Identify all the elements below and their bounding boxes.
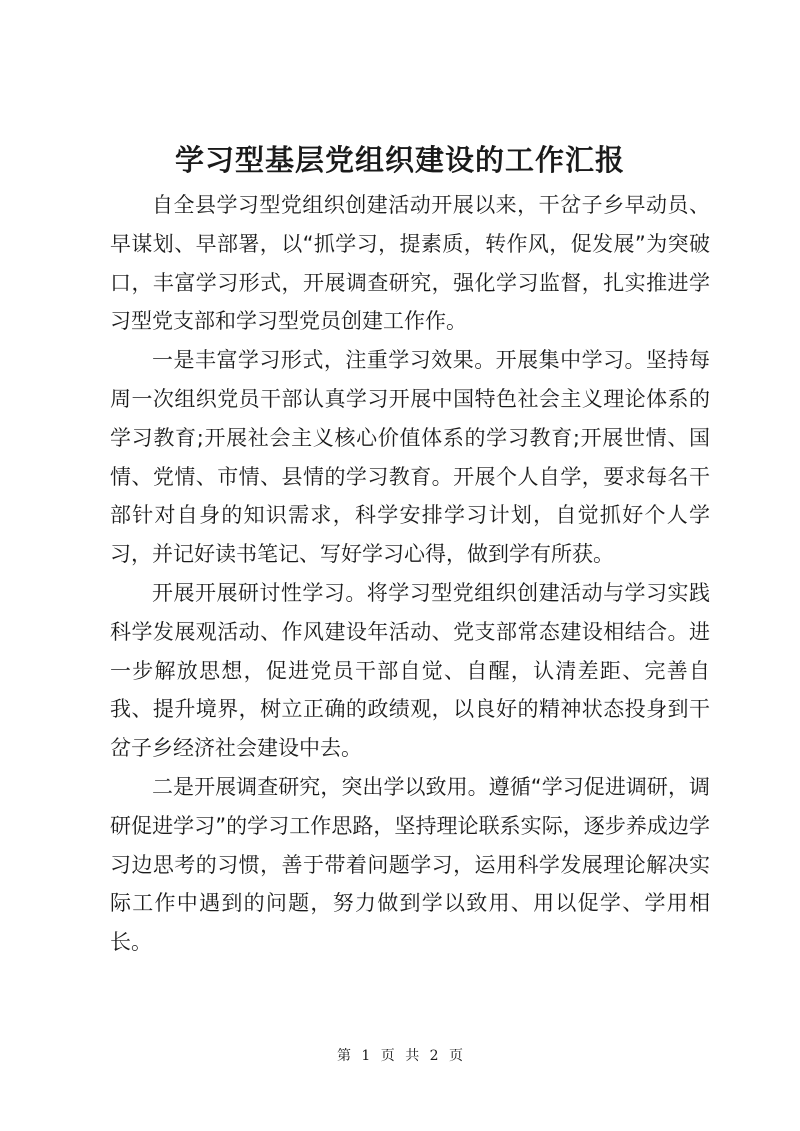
paragraph-seminar-study: 开展开展研讨性学习。将学习型党组织创建活动与学习实践科学发展观活动、作风建设年活动、党支部常态建设相结合。进一步解放思想，促进党员干部自觉、自醒，认清差距、完善自我、提升境界，树立正确的政绩观，以良好的精神状态投身到干岔子乡经济社会建设中去。 xyxy=(110,580,710,761)
document-body xyxy=(110,186,710,962)
page-footer: 第 1 页 共 2 页 xyxy=(336,1048,464,1064)
paragraph-intro: 自全县学习型党组织创建活动开展以来，干岔子乡早动员、早谋划、早部署，以“抓学习，提素质，转作风，促发展”为突破口，丰富学习形式，开展调查研究，强化学习监督，扎实推进学习型党支部和学习型党员创建工作作。 xyxy=(110,193,710,334)
paragraph-research: 二是开展调查研究，突出学以致用。遵循“学习促进调研，调研促进学习”的学习工作思路，坚持理论联系实际，逐步养成边学习边思考的习惯，善于带着问题学习，运用科学发展理论解决实际工作中遇到的问题，努力做到学以致用、用以促学、学用相长。 xyxy=(110,774,710,955)
document-title: 学习型基层党组织建设的工作汇报 xyxy=(174,143,625,177)
paragraph-study-forms: 一是丰富学习形式，注重学习效果。开展集中学习。坚持每周一次组织党员干部认真学习开展中国特色社会主义理论体系的学习教育;开展社会主义核心价值体系的学习教育;开展世情、国情、党情、市情、县情的学习教育。开展个人自学，要求每名干部针对自身的知识需求，科学安排学习计划，自觉抓好个人学习，并记好读书笔记、写好学习心得，做到学有所获。 xyxy=(110,348,710,567)
